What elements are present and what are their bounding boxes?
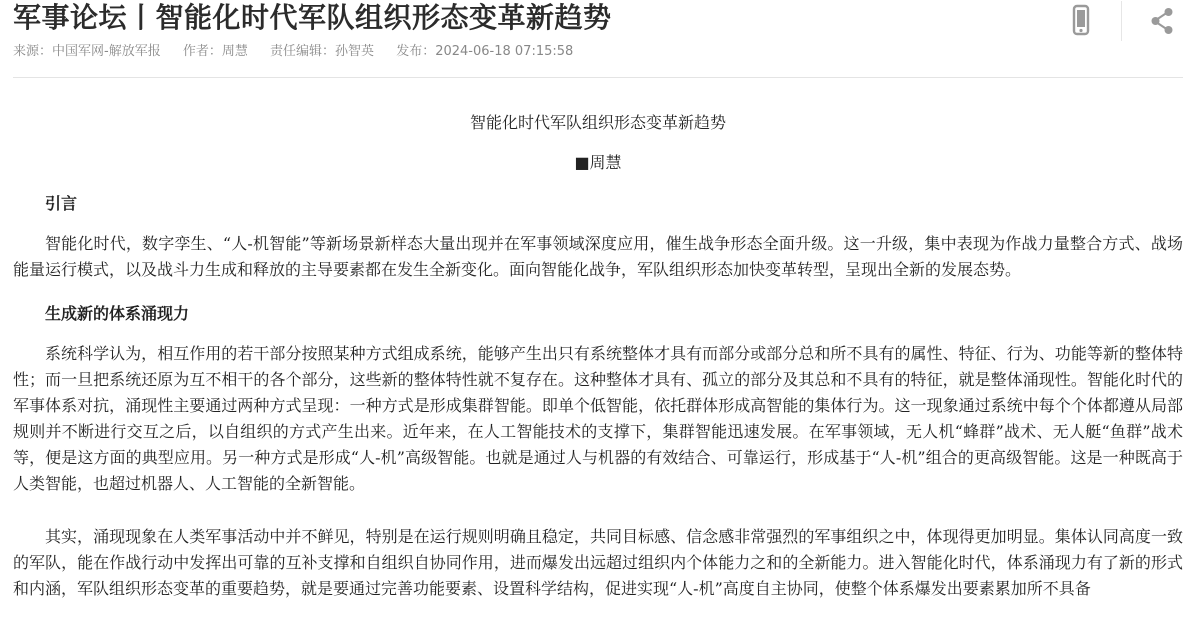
author-value: 周慧 bbox=[221, 44, 248, 59]
paragraph: 其实，涌现现象在人类军事活动中并不鲜见，特别是在运行规则明确且稳定，共同目标感、信念感非常强烈的军事组织之中，体现得更加明显。集体认同高度一致的军队，能在作战行动中发挥出可靠的互补支撑和自组织自协同作用，进而爆发出远超过组织内个体能力之和的全新能力。进入智能化时代，体系涌现力有了新的形式和内涵，军队组织形态变革的重要趋势，就是要通过完善功能要素、设置科学结构，促进实现“人-机”高度自主协同，使整个体系爆发出要素累加所不具备 bbox=[13, 527, 1183, 598]
article-title: 智能化时代军队组织形态变革新趋势 bbox=[469, 113, 726, 132]
editor-value: 孙智英 bbox=[335, 44, 375, 59]
paragraph: 智能化时代，数字孪生、“人-机智能”等新场景新样态大量出现并在军事领域深度应用，催生战争形态全面升级。这一升级，集中表现为作战力量整合方式、战场能量运行模式，以及战斗力生成和释放的主导要素都在发生全新变化。面向智能化战争，军队组织形态加快变革转型，呈现出全新的发展态势。 bbox=[13, 234, 1183, 279]
article-header bbox=[0, 0, 1200, 78]
icon-divider bbox=[1121, 1, 1122, 41]
mobile-phone-icon bbox=[1071, 4, 1091, 38]
paragraph: 系统科学认为，相互作用的若干部分按照某种方式组成系统，能够产生出只有系统整体才具有而部分或部分总和所不具有的属性、特征、行为、功能等新的整体特性；而一旦把系统还原为互不相干的各个部分，这些新的整体特性就不复存在。这种整体才具有、孤立的部分及其总和不具有的特征，就是整体涌现性。智能化时代的军事体系对抗，涌现性主要通过两种方式呈现：一种方式是形成集群智能。即单个低智能，依托群体形成高智能的集体行为。这一现象通过系统中每个个体都遵从局部规则并不断进行交互之后，以自组织的方式产生出来。近年来，在人工智能技术的支撑下，集群智能迅速发展。在军事领域，无人机“蜂群”战术、无人艇“鱼群”战术等，便是这方面的典型应用。另一种方式是形成“人-机”高级智能。也就是通过人与机器的有效结合、可靠运行，形成基于“人-机”组合的更高级智能。这是一种既高于人类智能，也超过机器人、人工智能的全新智能。 bbox=[13, 344, 1183, 493]
source-value[interactable]: 中国军网-解放军报 bbox=[52, 44, 161, 59]
page-headline: 军事论坛丨智能化时代军队组织形态变革新趋势 bbox=[13, 1, 612, 34]
published-value: 2024-06-18 07:15:58 bbox=[435, 44, 574, 59]
mobile-view-button[interactable] bbox=[1061, 1, 1101, 41]
header-divider bbox=[13, 77, 1183, 78]
section-heading: 生成新的体系涌现力 bbox=[45, 304, 190, 323]
published-label: 发布： bbox=[396, 44, 436, 59]
header-actions bbox=[1061, 0, 1182, 42]
bottom-fade bbox=[0, 600, 1200, 634]
editor-label: 责任编辑： bbox=[270, 44, 336, 59]
share-button[interactable] bbox=[1142, 1, 1182, 41]
source-label: 来源： bbox=[13, 44, 53, 59]
article-meta bbox=[13, 43, 591, 61]
article-byline: ■周慧 bbox=[574, 153, 622, 172]
author-label: 作者： bbox=[182, 44, 222, 59]
section-heading: 引言 bbox=[45, 194, 78, 213]
share-icon bbox=[1149, 7, 1175, 35]
